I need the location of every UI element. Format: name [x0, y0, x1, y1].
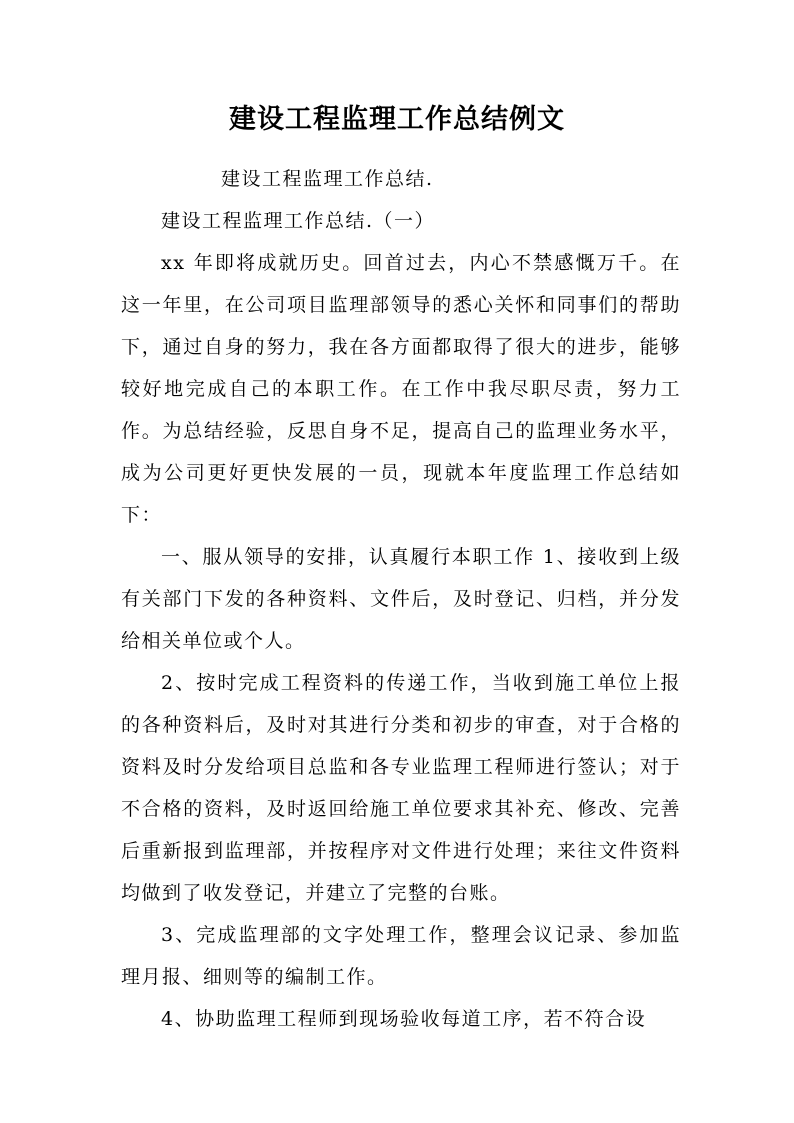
body-paragraph: 2、按时完成工程资料的传递工作，当收到施工单位上报的各种资料后，及时对其进行分类和初步的审查，对于合格的资料及时分发给项目总监和各专业监理工程师进行签认；对于不合格的资料，及时返回给施工单位要求其补充、修改、完善后重新报到监理部，并按程序对文件进行处理；来往文件资料均做到了收发登记，并建立了完整的台账。	[121, 672, 681, 904]
body-paragraph: 一、服从领导的安排，认真履行本职工作 1、接收到上级有关部门下发的各种资料、文件后，及时登记、归档，并分发给相关单位或个人。	[121, 546, 681, 652]
document-title: 建设工程监理工作总结例文	[229, 104, 565, 135]
body-paragraph: 4、协助监理工程师到现场验收每道工序，若不符合设	[161, 1008, 647, 1030]
section-heading-paragraph: 建设工程监理工作总结.（一）	[161, 210, 436, 232]
body-paragraph: xx 年即将成就历史。回首过去，内心不禁感慨万千。在这一年里，在公司项目监理部领导的悉心关怀和同事们的帮助下，通过自身的努力，我在各方面都取得了很大的进步，能够较好地完成自己的本职工作。在工作中我尽职尽责，努力工作。为总结经验，反思自身不足，提高自己的监理业务水平，成为公司更好更快发展的一员，现就本年度监理工作总结如下：	[121, 252, 681, 526]
document-body	[121, 158, 681, 1040]
body-paragraph: 3、完成监理部的文字处理工作，整理会议记录、参加监理月报、细则等的编制工作。	[121, 924, 681, 988]
subtitle-paragraph: 建设工程监理工作总结.	[221, 168, 434, 190]
